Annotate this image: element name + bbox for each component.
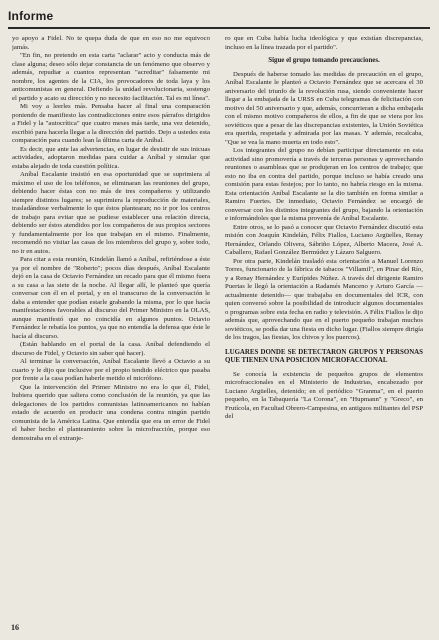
paragraph: Mi voy a leerles más. Pensaba hacer al final una comparación poniendo de manifiesto las contradicciones entre esos párrafos dirigidos a Fidel y la "autocrítica" que cuatro meses más tarde, una vez detenido, escribió para hacerla llegar a la dirección del partido. Dejo a ustedes esta comparación para cuando lean la última carta de Aníbal. (12, 103, 210, 144)
page-number: 16 (11, 623, 19, 632)
paragraph: Es decir, que ante las advertencias, en lugar de desistir de sus inicuas actividades, adoptaron medidas para cuidar a Aníbal y simular que estaba alejado de toda cuestión política. (12, 145, 210, 170)
subheading: Sigue el grupo tomando precauciones. (268, 57, 380, 64)
subheading: LUGARES DONDE SE DETECTARON GRUPOS Y PERSONAS QUE TIENEN UNA POSICION MICROFACCIONAL (225, 348, 423, 364)
paragraph: Después de haberse tomado las medidas de precaución en el grupo, Aníbal Escalante le planteó a Octavio Fernández que se acercara el 30 aniversario del triunfo de la revolución rusa, siendo conveniente hacer llegar a la embajada de la URSS en Cuba telegramas de felicitación con motivo del 50 aniversario y que, además, concurrieran a dicha embajada con el mismo motivo compañeros de ellos, a fin de que se viera por los soviéticos que a pesar de las discrepancias existentes, la Unión Soviética era querida, respetada y admirada por las masas. Y además, recalcaba, "Que se vea la mano muerta en todo esto". (225, 70, 423, 146)
paragraph: Por otra parte, Kindelán trasladó esta orientación a Manuel Lorenzo Torres, funcionario de la fábrica de tabacos "Villamil", en Pinar del Río, y a Renay Hernández y Eurípides Núñez. A través del dirigente Ramiro Puertas le llegó la orientación a Radamés Manceno y Arturo García —actualmente detenido— que trabajaba en documentales del ICR, con quien conversó sobre la posibilidad de introducir algunos documentales o programas sobre esta fecha en radio y televisión. A Félix Fiallos le dijo además que, aprovechando que en el puerto pequeño trabajan muchos soviéticos, se podía dar una fiesta en dicho lugar. (Fiallos siempre dirigía de los tragos, las fiestas, los chivos y los puercos). (225, 257, 423, 341)
paragraph: Se conocía la existencia de pequeños grupos de elementos microfraccionales en el Ministerio de Industrias, encabezado por Luciano Argüelles, detenido; en el periódico "Granma", en el puerto pequeño, en la Tabaquería "La Corona", en "Hupmann" y "Greco", en Frutícola, en Facultad Obrero-Campesina, en antiguos militantes del PSP del (225, 370, 423, 420)
paragraph: Los integrantes del grupo no debían participar directamente en esta actividad sino promovería a través de terceras personas y aprovechando reuniones o asambleas que se produjeran en los centros de trabajo; que esto no iba en contra del partido, porque incluso se había creado una comisión para estas festejos; por lo tanto, no habría riesgo en la misma. Esta orientación Aníbal Escalante se la dio también en forma similar a Ramiro Fuertes. De inmediato, Octavio Fernández se encargó de conversar con los distintos integrantes del grupo, bajando la orientación e informándoles que la misma provenía de Aníbal Escalante. (225, 147, 423, 222)
left-column (12, 35, 210, 620)
paragraph: Entre otros, se lo pasó a conocer que Octavio Fernández discutió esta misión con Joaquín Kindelán, Félix Fiallos, Luciano Argüelles, Renay Hernández, Orlando Olivera, Sábriño López, Alberto Macera, José A. Caballero, Rafael González Bermúdez y Lázaro Salguero. (225, 223, 423, 256)
right-column (225, 35, 423, 620)
section-header (8, 9, 430, 29)
section-title: Informe (8, 9, 54, 23)
paragraph: Para citar a esta reunión, Kindelán llamó a Aníbal, refiriéndose a éste ya por el nombre de "Roberto"; pocos días después, Aníbal Escalante dejó en la casa de Octavio Fernández un recado para que él mismo fuera a su casa a las siete de la noche. Al llegar allí, le planteó que quería conversar con él en el portal, y en el transcurso de la conversación le daba a entender que podían estarle grabando la misma, por lo que hacía manifestaciones favorables al discurso del Primer Ministro en la OLAS, aunque manifestó que no coincidía en algunos puntos. Octavio Fernández le rebatía los puntos, ya que no entendía la defensa que éste le hacía al discurso. (12, 256, 210, 340)
paragraph: Aníbal Escalante insistió en esa oportunidad que se suprimiera al máximo el uso de los teléfonos, se eliminaran las reuniones del grupo, debiendo hacer éstas con no más de tres compañeros y utilizando siempre distintos lugares; se suprimiera la reproducción de materiales, trasladándose verbalmente lo que éstos plantearan; no ir por los centros de trabajo para evitar que se pudiese establecer una relación directa, debiendo ser éstos atendidos por los compañeros de sus propios sectores y fundamentalmente por los que trabajan en el mismo. Finalmente, recomendó no visitar las casas de los miembros del grupo y, sobre todo, no ir en autos. (12, 171, 210, 255)
paragraph: yo apoyo a Fidel. No te quepa duda de que en eso no me equivoco jamás. (12, 35, 210, 51)
paragraph: Que la intervención del Primer Ministro no era lo que él, Fidel, hubiera querido que saliera como conclusión de la reunión, ya que las delegaciones de los partidos comunistas latinoamericanos no habían estado de acuerdo en producir una condena contra ningún partido comunista de la América Latina. Que entendía que era un error de Fidel el haber hecho el planteamiento sobre la microfracción, porque eso demostraba en el extranje- (12, 383, 210, 442)
paragraph: "En fin, no pretendo en esta carta "aclarar" acto y conducta más de clase alguna; deseo sólo dejar constancia de un fenómeno que observo y además, repudiar a cuantos representan "acreditar" falsamente mi nombre, los agentes de la CIA, los provocadores de toda laya y los anticomunistas en general. Defiendo la unidad revolucionaria, sostengo el partido y acato su dirección y no necesito facilitación. Tal es mi línea". (12, 52, 210, 102)
paragraph: ro que en Cuba había lucha ideológica y que existían discrepancias, incluso en la línea trazada por el partido". (225, 35, 423, 51)
paragraph: (Están hablando en el portal de la casa. Aníbal defendiendo el discurso de Fidel, y Octavio sin saber qué hacer). (12, 341, 210, 357)
paragraph: Al terminar la conversación, Aníbal Escalante llevó a Octavio a su cuarto y le dijo que inclusive por el propio tendido eléctrico que pasaba por frente a la casa podían haberle metido el micrófono. (12, 358, 210, 382)
